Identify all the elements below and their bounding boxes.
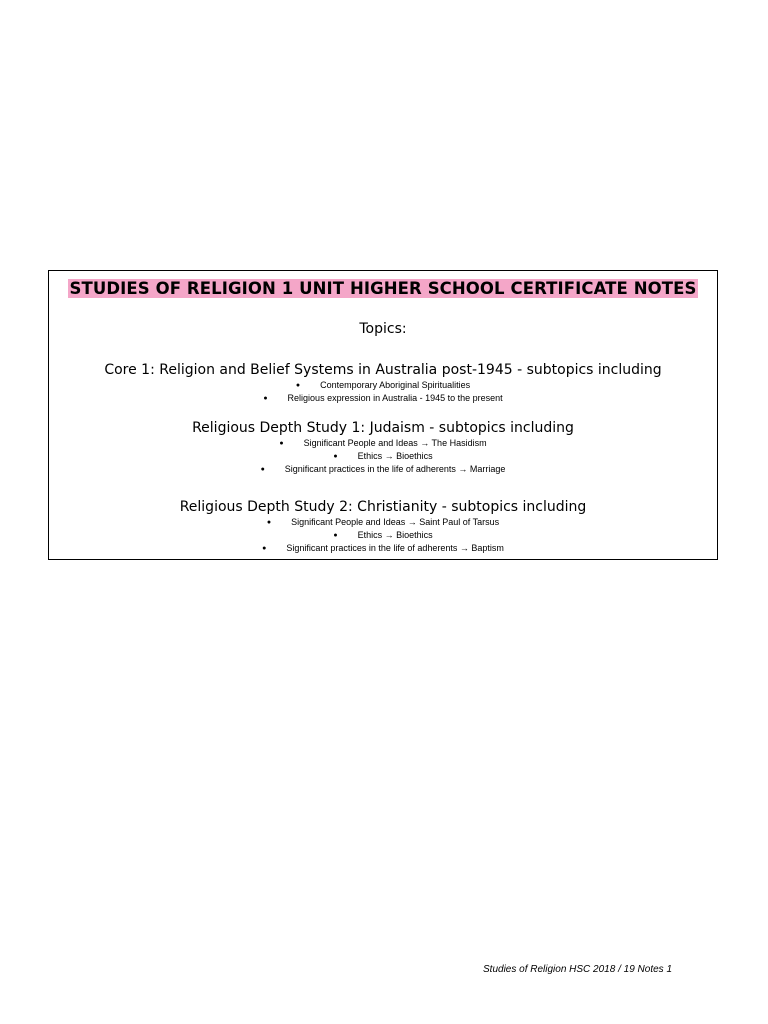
list-item [49, 392, 717, 405]
page-footer: Studies of Religion HSC 2018 / 19 Notes 1 [483, 964, 672, 975]
section-heading: Core 1: Religion and Belief Systems in Australia post-1945 - subtopics including [104, 362, 662, 378]
section-depth-study-2 [49, 498, 717, 555]
list-item-text: Ethics → Bioethics [357, 530, 433, 540]
list-item-text: Significant practices in the life of adherents → Baptism [286, 543, 504, 553]
list-item [49, 437, 717, 450]
topics-box [48, 270, 718, 560]
list-item [49, 529, 717, 542]
subtopic-list [49, 379, 717, 405]
topics-label: Topics: [359, 321, 407, 337]
document-title-wrap [49, 279, 717, 299]
list-item-text: Ethics → Bioethics [357, 451, 433, 461]
bullet-icon: ● [295, 382, 301, 389]
list-item-text: Significant People and Ideas → The Hasidism [303, 438, 487, 448]
list-item [49, 379, 717, 392]
bullet-icon: ● [266, 519, 272, 526]
list-item-text: Significant People and Ideas → Saint Paul of Tarsus [291, 517, 500, 527]
list-item [49, 542, 717, 555]
subtopic-list [49, 516, 717, 555]
list-item [49, 516, 717, 529]
bullet-icon: ● [333, 453, 338, 460]
list-item [49, 463, 717, 476]
subtopic-list [49, 437, 717, 476]
section-heading: Religious Depth Study 2: Christianity - subtopics including [179, 499, 587, 515]
section-depth-study-1 [49, 419, 717, 476]
bullet-icon: ● [260, 466, 265, 473]
section-heading: Religious Depth Study 1: Judaism - subtopics including [192, 420, 574, 436]
bullet-icon: ● [263, 395, 268, 402]
bullet-icon: ● [279, 440, 284, 447]
bullet-icon: ● [262, 545, 267, 552]
list-item-text: Contemporary Aboriginal Spiritualities [320, 380, 471, 390]
bullet-icon: ● [333, 532, 338, 539]
document-title: STUDIES OF RELIGION 1 UNIT HIGHER SCHOOL CERTIFICATE NOTES [69, 279, 697, 298]
list-item-text: Significant practices in the life of adherents → Marriage [284, 464, 506, 474]
list-item-text: Religious expression in Australia - 1945 to the present [287, 393, 503, 403]
list-item [49, 450, 717, 463]
section-core-1 [49, 361, 717, 405]
